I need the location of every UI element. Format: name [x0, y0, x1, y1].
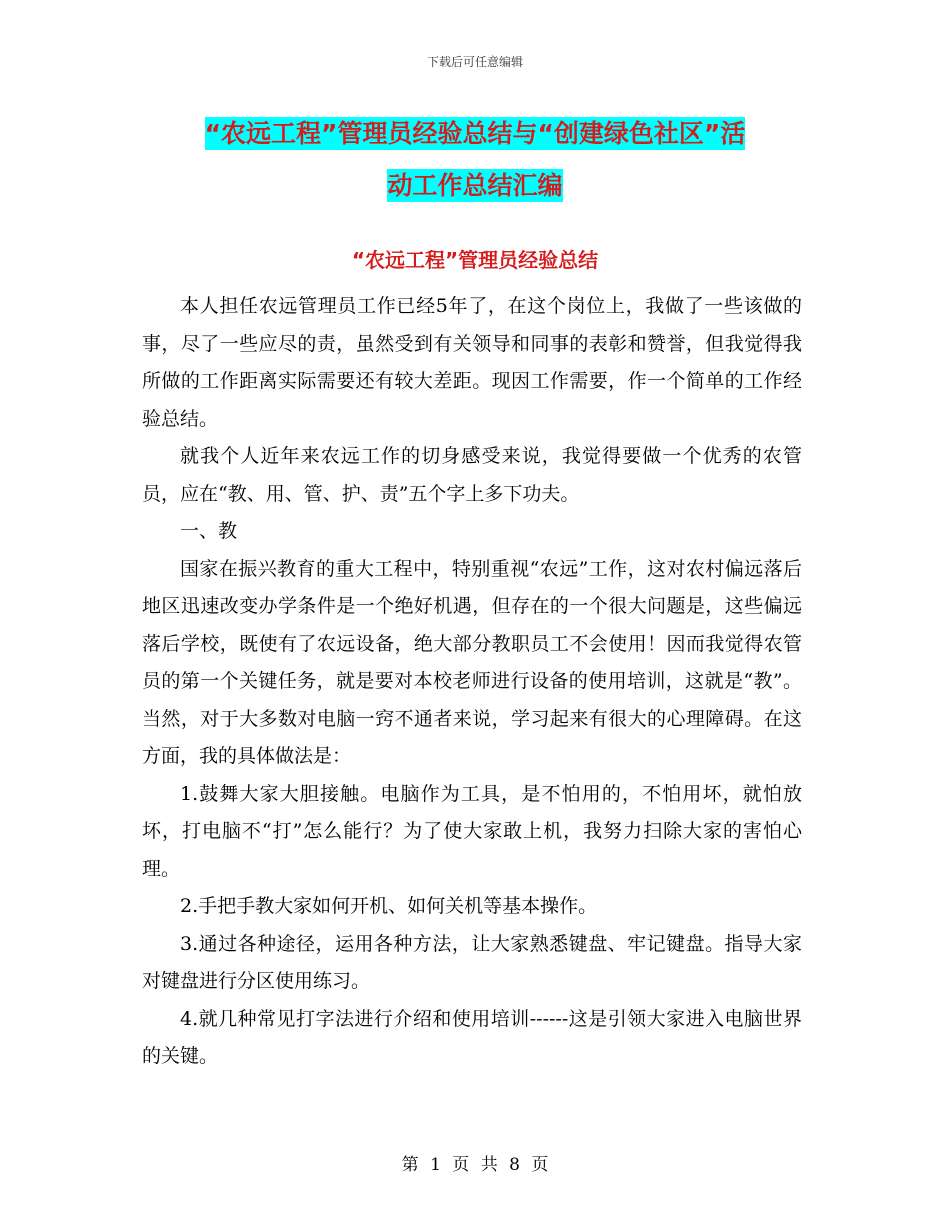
paragraph: 一、教: [180, 520, 238, 542]
document-title: [140, 108, 810, 212]
paragraph: 国家在振兴教育的重大工程中，特别重视“农远”工作，这对农村偏远落后地区迅速改变办学条件是一个绝好机遇，但存在的一个很大问题是，这些偏远落后学校，既使有了农远设备，绝大部分教职员工不会使用！因而我觉得农管员的第一个关键任务，就是要对本校老师进行设备的使用培训，这就是“教”。当然，对于大多数对电脑一窍不通者来说，学习起来有很大的心理障碍。在这方面，我的具体做法是：: [142, 557, 802, 767]
title-line-2: 动工作总结汇编: [387, 171, 563, 200]
page-number-footer: 第 1 页 共 8 页: [401, 1155, 549, 1175]
paragraph: 就我个人近年来农远工作的切身感受来说，我觉得要做一个优秀的农管员，应在“教、用、管、护、责”五个字上多下功夫。: [142, 445, 802, 505]
paragraph: 3.通过各种途径，运用各种方法，让大家熟悉键盘、牢记键盘。指导大家对键盘进行分区使用练习。: [142, 932, 802, 992]
paragraph: 2.手把手教大家如何开机、如何关机等基本操作。: [180, 895, 598, 917]
paragraph: 本人担任农远管理员工作已经5年了，在这个岗位上，我做了一些该做的事，尽了一些应尽的责，虽然受到有关领导和同事的表彰和赞誉，但我觉得我所做的工作距离实际需要还有较大差距。现因工作需要，作一个简单的工作经验总结。: [142, 295, 802, 430]
title-line-1: “农远工程”管理员经验总结与“创建绿色社区”活: [204, 119, 746, 148]
header-note: 下载后可任意编辑: [426, 55, 523, 69]
paragraph: 1.鼓舞大家大胆接触。电脑作为工具，是不怕用的，不怕用坏，就怕放坏，打电脑不“打”怎么能行？为了使大家敢上机，我努力扫除大家的害怕心理。: [142, 782, 802, 880]
body-text: [142, 288, 802, 1076]
paragraph: 4.就几种常见打字法进行介绍和使用培训------这是引领大家进入电脑世界的关键。: [142, 1007, 802, 1067]
section-title: “农远工程”管理员经验总结: [351, 248, 599, 272]
